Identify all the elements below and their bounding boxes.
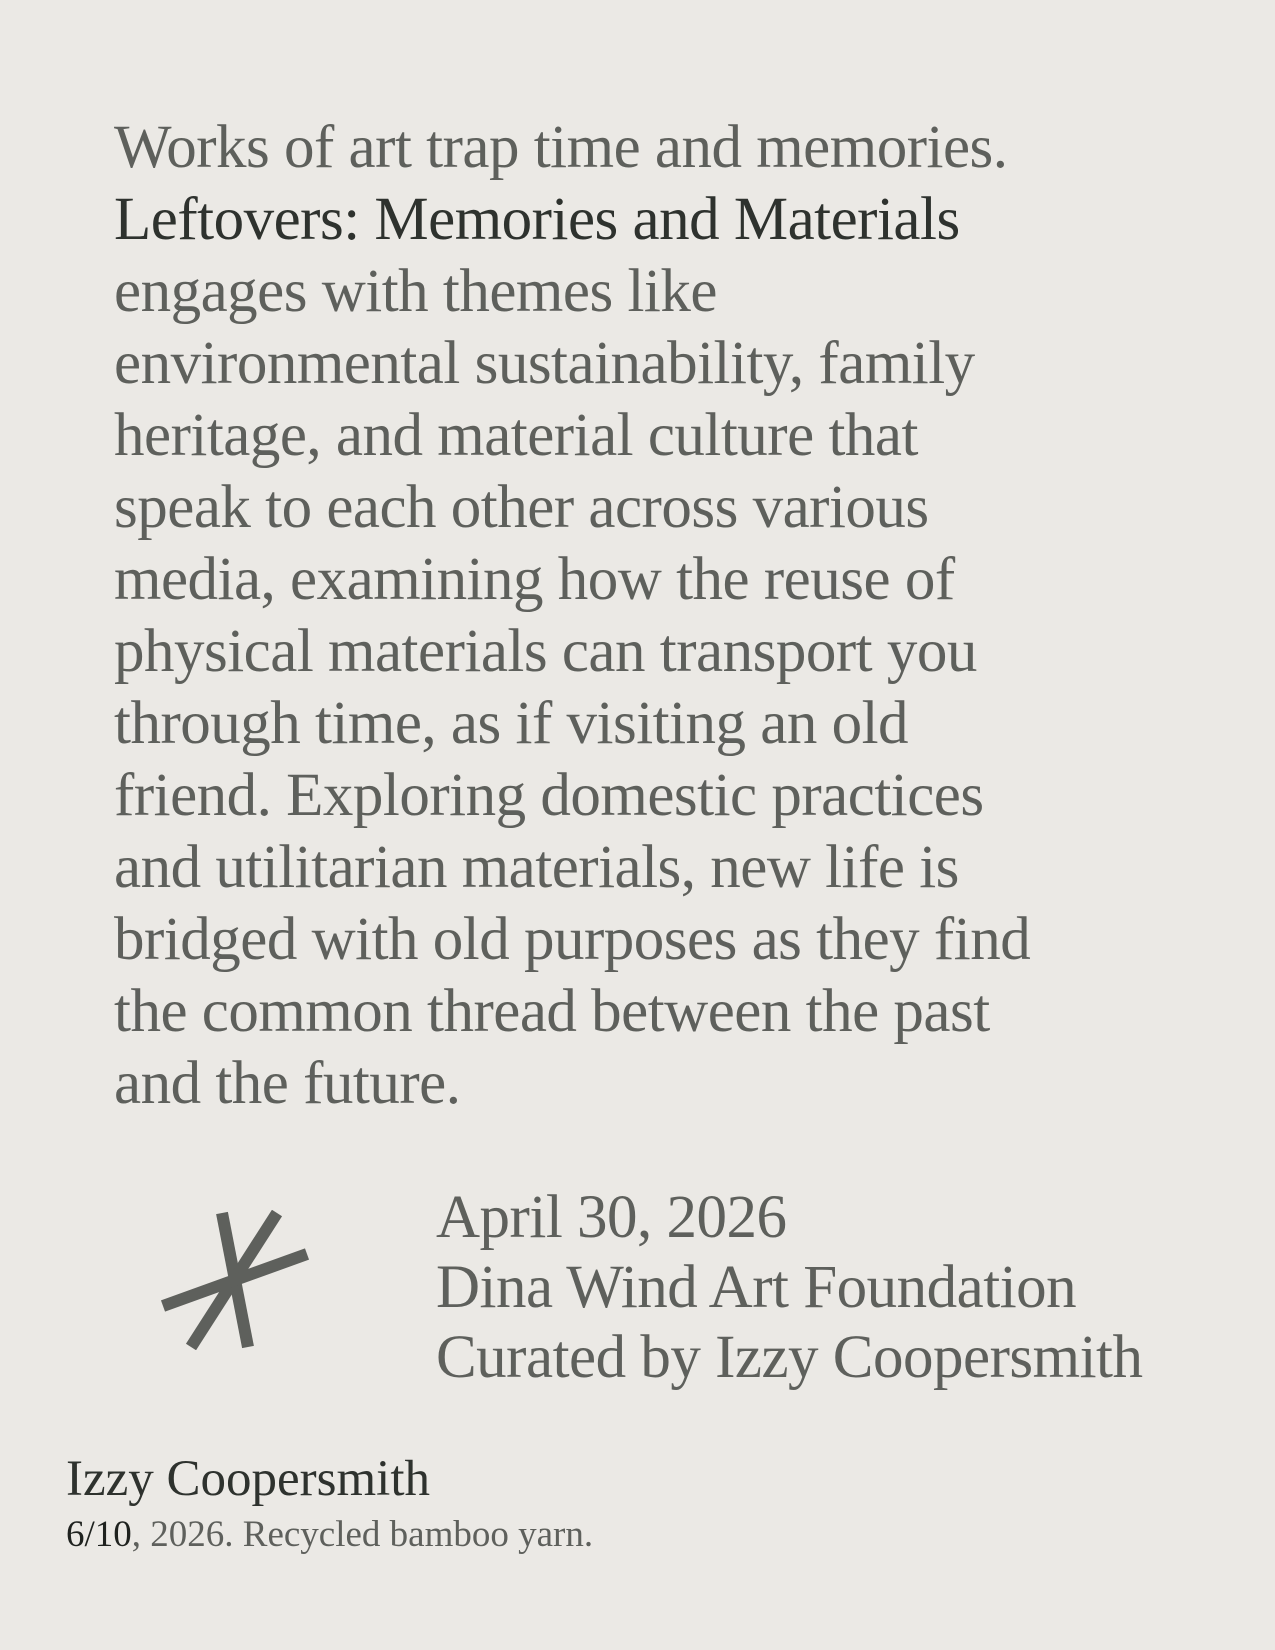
statement-line: and the future. (114, 1050, 461, 1117)
exhibition-title: Leftovers: Memories and Materials (114, 186, 960, 253)
statement-line: speak to each other across various (114, 474, 929, 541)
statement-line: environmental sustainability, family (114, 330, 975, 397)
asterisk-icon (160, 1210, 310, 1350)
artwork-details (66, 1510, 593, 1560)
event-date: April 30, 2026 (436, 1184, 787, 1251)
statement-line: media, examining how the reuse of (114, 546, 955, 613)
statement-line: the common thread between the past (114, 978, 990, 1045)
statement-line: heritage, and material culture that (114, 402, 918, 469)
artist-name: Izzy Coopersmith (66, 1451, 430, 1507)
statement-line: engages with themes like (114, 258, 717, 325)
statement-line: through time, as if visiting an old (114, 690, 909, 757)
artwork-credit (66, 1448, 593, 1560)
curatorial-statement (114, 112, 1144, 1120)
event-curator: Curated by Izzy Coopersmith (436, 1324, 1143, 1391)
statement-line: bridged with old purposes as they find (114, 906, 1031, 973)
event-info (436, 1183, 1142, 1393)
statement-line: Works of art trap time and memories. (114, 114, 1008, 181)
event-venue: Dina Wind Art Foundation (436, 1254, 1077, 1321)
statement-line: physical materials can transport you (114, 618, 977, 685)
artwork-year-material: , 2026. Recycled bamboo yarn. (131, 1514, 594, 1555)
statement-line: friend. Exploring domestic practices (114, 762, 984, 829)
statement-line: and utilitarian materials, new life is (114, 834, 959, 901)
edition-number: 6/10 (66, 1514, 132, 1555)
